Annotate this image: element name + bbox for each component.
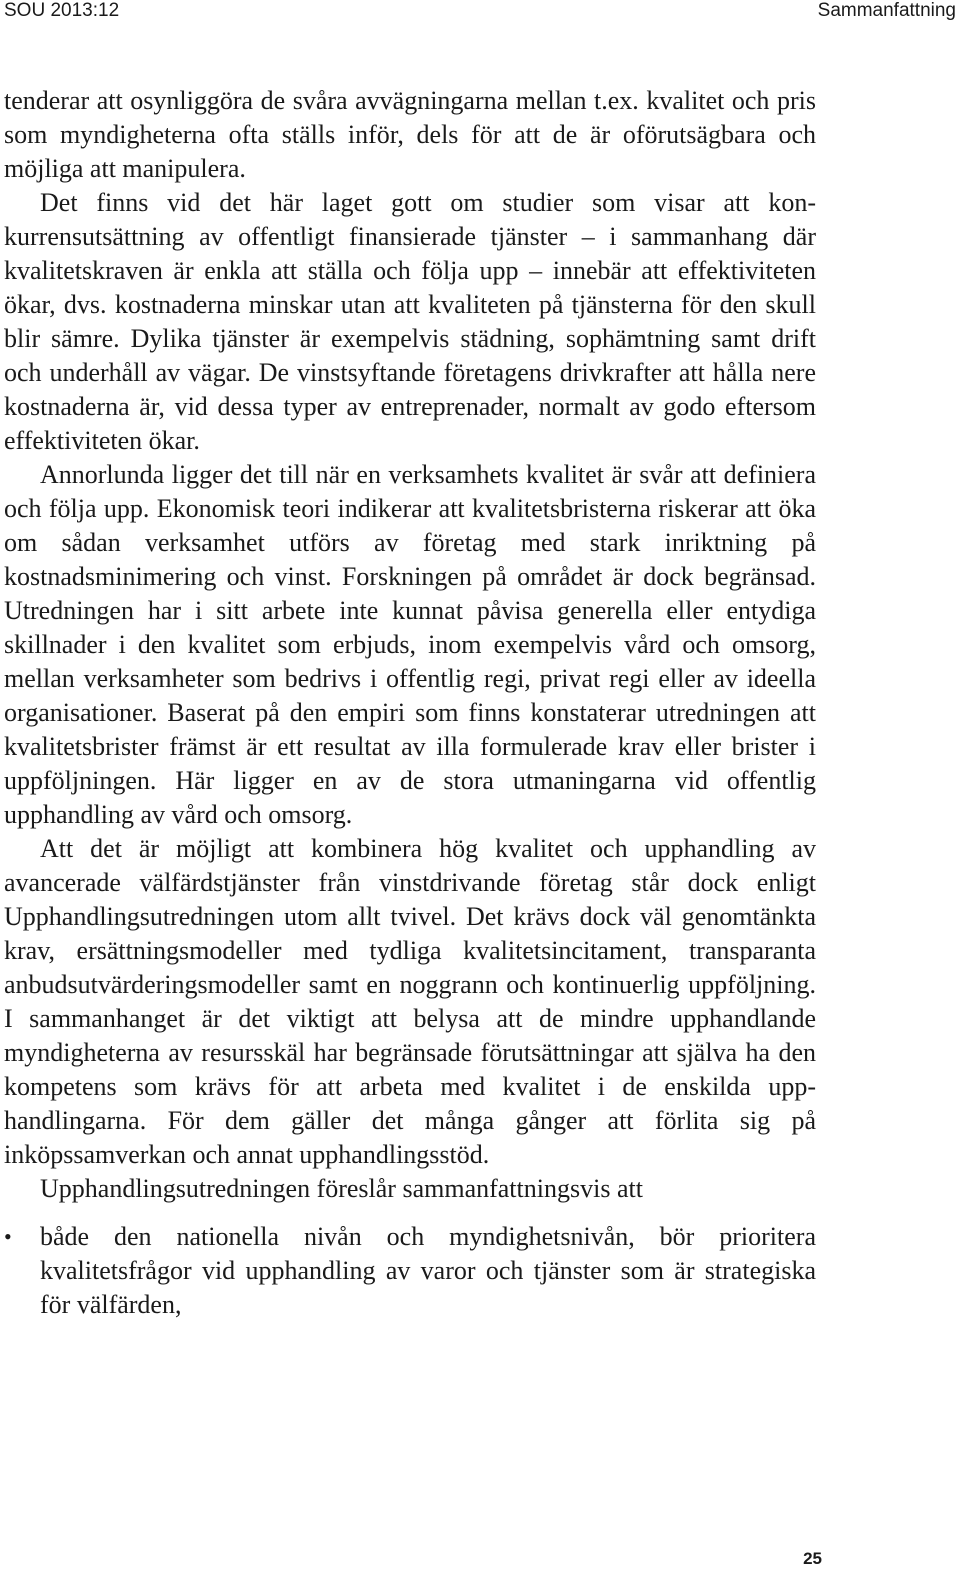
section-title: Sammanfattning (817, 0, 956, 21)
page-number: 25 (803, 1549, 822, 1568)
report-id: SOU 2013:12 (4, 0, 120, 21)
paragraph: Upphandlingsutredningen föreslår sammanfattningsvis att (40, 1174, 643, 1203)
paragraph: Att det är möjligt att kombinera hög kvalitet och upphandling av avancerade välfärdstjänster från vinstdrivande företag står dock enligt Upphandlingsutredningen utom allt tvivel. Det krävs dock väl genomtänkta krav, ersättningsmodeller med tydliga kvalitetsincitament, transparanta anbudsutvärderingsmodeller samt en noggrann och kontinuerlig uppföljning. I sammanhanget är det viktigt att belysa att de mindre upphandlande myndigheterna av resursskäl har begränsade förutsättningar att själva ha den kompetens som krävs för att arbeta med kvalitet i de enskilda upphandlingarna. För dem gäller det många gånger att förlita sig på inköpssamverkan och annat upphandlingsstöd. (4, 834, 816, 1169)
list-item-text: både den nationella nivån och myndighetsnivån, bör prioritera kvalitetsfrågor vid upphandling av varor och tjänster som är strategiska för välfärden, (40, 1222, 816, 1319)
paragraph-continued: tenderar att osynliggöra de svåra avvägningarna mellan t.ex. kvalitet och pris som myndigheterna ofta ställs inför, dels för att de är oförutsägbara och möjliga att manipulera. (4, 86, 816, 183)
bullet-list (4, 1220, 816, 1322)
bullet-icon: • (4, 1224, 12, 1249)
paragraph: Annorlunda ligger det till när en verksamhets kvalitet är svår att definiera och följa upp. Ekonomisk teori indikerar att kvalitetsbristerna riskerar att öka om sådan verksamhet utförs av företag med stark inriktning på kostnadsminimering och vinst. Forskningen på området är dock begränsad. Utredningen har i sitt arbete inte kunnat påvisa generella eller entydiga skillnader i den kvalitet som erbjuds, inom exempelvis vård och omsorg, mellan verksamheter som bedrivs i offentlig regi, privat regi eller av ideella organisationer. Baserat på den empiri som finns konstaterar utredningen att kvalitetsbrister främst är ett resultat av illa formulerade krav eller brister i uppföljningen. Här ligger en av de stora utmaningarna vid offentlig upphandling av vård och omsorg. (4, 460, 816, 829)
body-text (4, 84, 816, 1322)
list-item (4, 1220, 816, 1322)
running-head (0, 0, 960, 24)
paragraph: Det finns vid det här laget gott om studier som visar att konkurrensutsättning av offentligt finansierade tjänster – i sammanhang där kvalitetskraven är enkla att ställa och följa upp – innebär att effektiviteten ökar, dvs. kostnaderna minskar utan att kvaliteten på tjänsterna för den skull blir sämre. Dylika tjänster är exempelvis städning, sophämtning samt drift och underhåll av vägar. De vinstsyftande företagens drivkrafter att hålla nere kostnaderna är, vid dessa typer av entreprenader, normalt av godo eftersom effektiviteten ökar. (4, 188, 816, 455)
